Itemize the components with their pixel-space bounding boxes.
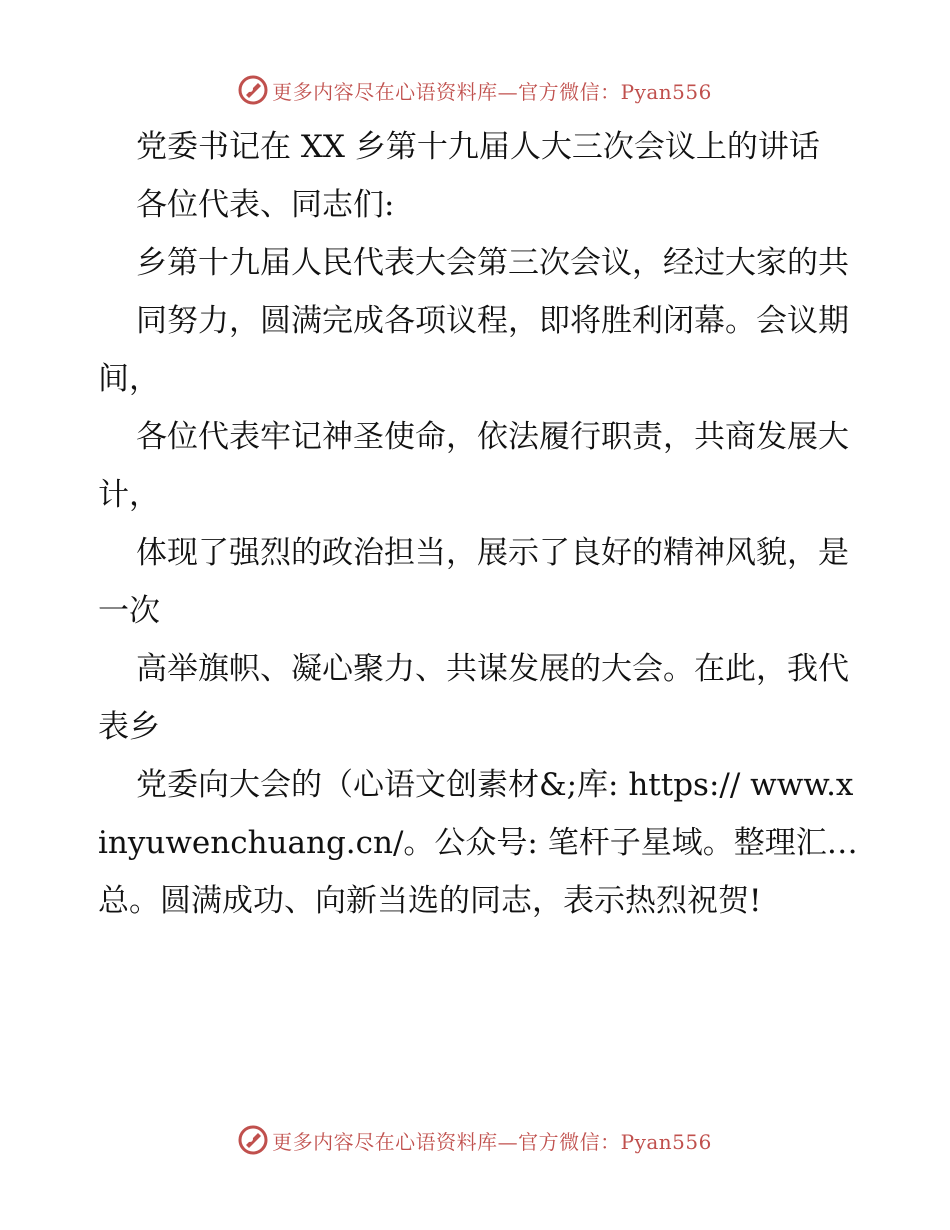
header-banner-text: 更多内容尽在心语资料库—官方微信：Pyan556 xyxy=(272,79,712,104)
paragraph-line: 各位代表牢记神圣使命，依法履行职责，共商发展大计， xyxy=(98,419,849,513)
pen-logo-icon xyxy=(238,75,268,105)
salutation: 各位代表、同志们: xyxy=(136,187,395,223)
document-body xyxy=(98,118,858,930)
paragraph-line: 党委向大会的（心语文创素材&;库: https:// www.xinyuwenchuang.cn/。公众号: 笔杆子星域。整理汇…总。圆满成功、向新当选的同志，表示热烈祝贺! xyxy=(98,767,858,919)
footer-banner xyxy=(0,1120,950,1160)
paragraph-line: 高举旗帜、凝心聚力、共谋发展的大会。在此，我代表乡 xyxy=(98,651,849,745)
footer-banner-text: 更多内容尽在心语资料库—官方微信：Pyan556 xyxy=(272,1129,712,1154)
paragraph-line: 同努力，圆满完成各项议程，即将胜利闭幕。会议期间， xyxy=(98,303,849,397)
paragraph-line: 乡第十九届人民代表大会第三次会议，经过大家的共 xyxy=(136,245,849,281)
paragraph-line: 体现了强烈的政治担当，展示了良好的精神风貌，是一次 xyxy=(98,535,849,629)
header-banner xyxy=(0,70,950,110)
document-title: 党委书记在 XX 乡第十九届人大三次会议上的讲话 xyxy=(136,129,820,165)
pen-logo-icon xyxy=(238,1125,268,1155)
